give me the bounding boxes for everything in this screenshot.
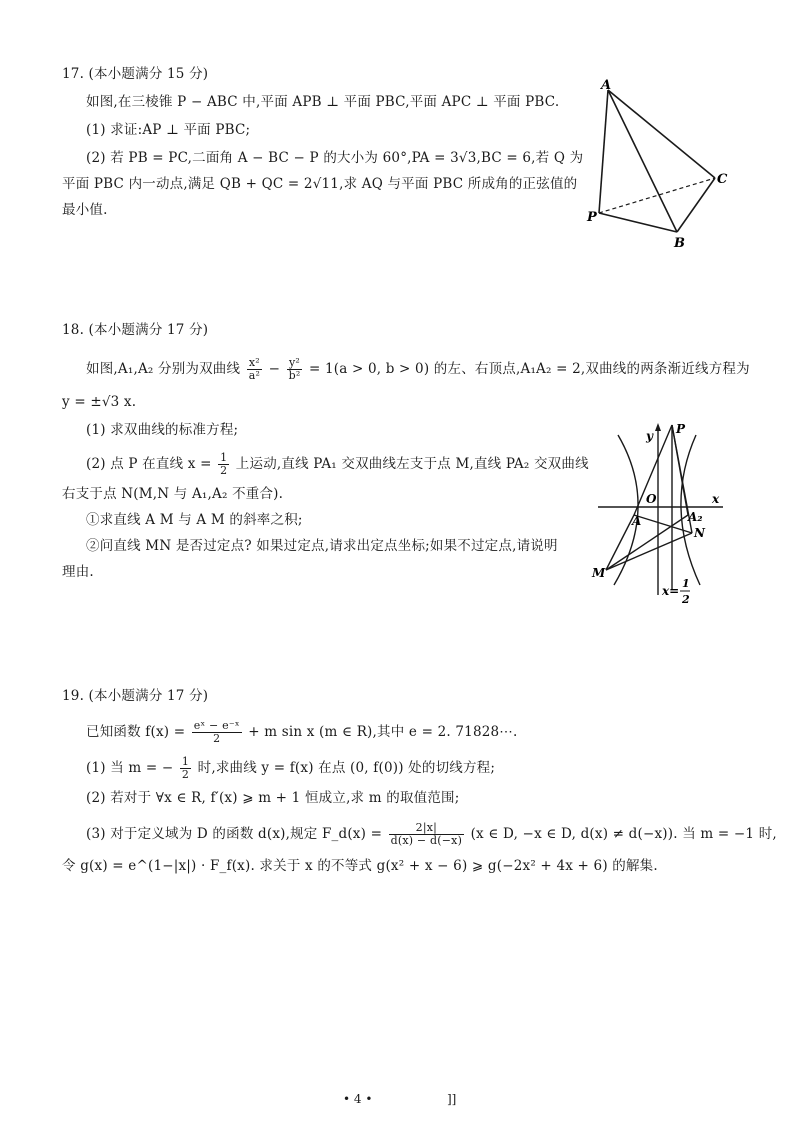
q18-hyperbola-figure (588, 415, 748, 615)
label-A1: A (632, 514, 642, 528)
q18-part1: (1) 求双曲线的标准方程; (86, 422, 239, 438)
label-half-num: 1 (682, 577, 690, 590)
label-N: N (694, 526, 705, 540)
edge-BC (677, 178, 715, 232)
q18-minus: − (268, 361, 281, 377)
q18-stem-line1 (86, 357, 750, 382)
q19-frac-fx: $\frac{\text{eˣ − e⁻ˣ}}{2}$ (193, 719, 240, 745)
q18-part2-line2: 右支于点 N(M,N 与 A₁,A₂ 不重合). (62, 486, 284, 502)
line-A1M (606, 515, 634, 570)
q19-part3-line2: 令 g(x) = e^(1−|x|) · F_f(x). 求关于 x 的不等式 g(x² + x − 6) ⩾ g(−2x² + 4x + 6) 的解集. (62, 858, 658, 874)
q19-part1-pre: (1) 当 m = − (86, 760, 174, 776)
q18-sub2-line2: 理由. (62, 564, 94, 580)
label-y: y (646, 429, 653, 443)
q17-part2-line3: 最小值. (62, 202, 108, 218)
q18-stem-post: = 1(a > 0, b > 0) 的左、右顶点,A₁A₂ = 2,双曲线的两条渐近线方程为 (308, 361, 750, 377)
q18-sub2-line1: ②问直线 MN 是否过定点? 如果过定点,请求出定点坐标;如果不过定点,请说明 (86, 538, 558, 554)
q18-part2-line1 (86, 452, 589, 477)
footer-mark: ]] (447, 1092, 457, 1106)
q19-part1 (86, 756, 495, 781)
q19-stem-pre: 已知函数 f(x) = (86, 724, 186, 740)
label-x-eq: x= (662, 584, 680, 598)
edge-AC (608, 90, 715, 178)
q18-frac-y2-b2: $\frac{\text{y²}}{\text{b²}}$ (288, 356, 301, 382)
q17-stem: 如图,在三棱锥 P − ABC 中,平面 APB ⊥ 平面 PBC,平面 APC ⊥ 平面 PBC. (86, 94, 560, 110)
label-B: B (674, 236, 685, 251)
q17-part2-line2: 平面 PBC 内一动点,满足 QB + QC = 2√11,求 AQ 与平面 PBC 所成角的正弦值的 (62, 176, 578, 192)
q19-title: 19. (本小题满分 17 分) (62, 688, 209, 704)
q19-stem-post: + m sin x (m ∈ R),其中 e = 2. 71828⋯. (248, 724, 518, 740)
label-A: A (601, 78, 612, 93)
q17-part2-line1: (2) 若 PB = PC,二面角 A − BC − P 的大小为 60°,PA = 3√3,BC = 6,若 Q 为 (86, 150, 584, 166)
q18-title: 18. (本小题满分 17 分) (62, 322, 209, 338)
q18-part2-pre: (2) 点 P 在直线 x = (86, 456, 212, 472)
q18-frac-half: $\frac{1}{2}$ (220, 451, 228, 477)
line-MA2 (606, 515, 688, 570)
page-number: • 4 • (343, 1092, 373, 1106)
label-A2: A₂ (688, 510, 703, 524)
q18-stem-pre: 如图,A₁,A₂ 分别为双曲线 (86, 361, 241, 377)
q19-part2: (2) 若对于 ∀x ∈ R, f′(x) ⩾ m + 1 恒成立,求 m 的取值范围; (86, 790, 460, 806)
label-x: x (712, 492, 720, 506)
edge-PC-dashed (599, 178, 715, 213)
q18-frac-x2-a2: $\frac{\text{x²}}{\text{a²}}$ (248, 356, 261, 382)
label-half-den: 2 (682, 593, 690, 606)
q19-stem (86, 720, 518, 745)
q19-frac-half: $\frac{1}{2}$ (181, 755, 190, 781)
q19-part3-post: (x ∈ D, −x ∈ D, d(x) ≠ d(−x)). 当 m = −1 时, (470, 826, 777, 842)
q19-part3-pre: (3) 对于定义域为 D 的函数 d(x),规定 F_d(x) = (86, 826, 383, 842)
edge-AB (608, 90, 677, 232)
label-P: P (587, 210, 597, 225)
q17-title: 17. (本小题满分 15 分) (62, 66, 209, 82)
q18-sub1: ①求直线 A M 与 A M 的斜率之积; (86, 512, 303, 528)
label-O: O (646, 492, 657, 506)
q19-part3 (86, 822, 777, 847)
edge-AP (599, 90, 608, 213)
q18-stem-line2: y = ±√3 x. (62, 394, 137, 410)
label-M: M (592, 566, 606, 580)
q17-part1: (1) 求证:AP ⊥ 平面 PBC; (86, 122, 251, 138)
q19-part1-post: 时,求曲线 y = f(x) 在点 (0, f(0)) 处的切线方程; (197, 760, 496, 776)
label-C: C (717, 172, 728, 187)
q17-tetrahedron-figure (585, 75, 735, 255)
line-MN (606, 533, 692, 570)
edge-PB (599, 213, 677, 232)
q19-frac-Fd: $\frac{2|x|}{d(x) - d(-x)}$ (390, 821, 463, 847)
q18-part2-post: 上运动,直线 PA₁ 交双曲线左支于点 M,直线 PA₂ 交双曲线 (235, 456, 589, 472)
label-P: P (676, 422, 686, 436)
y-axis-arrow (655, 423, 661, 431)
